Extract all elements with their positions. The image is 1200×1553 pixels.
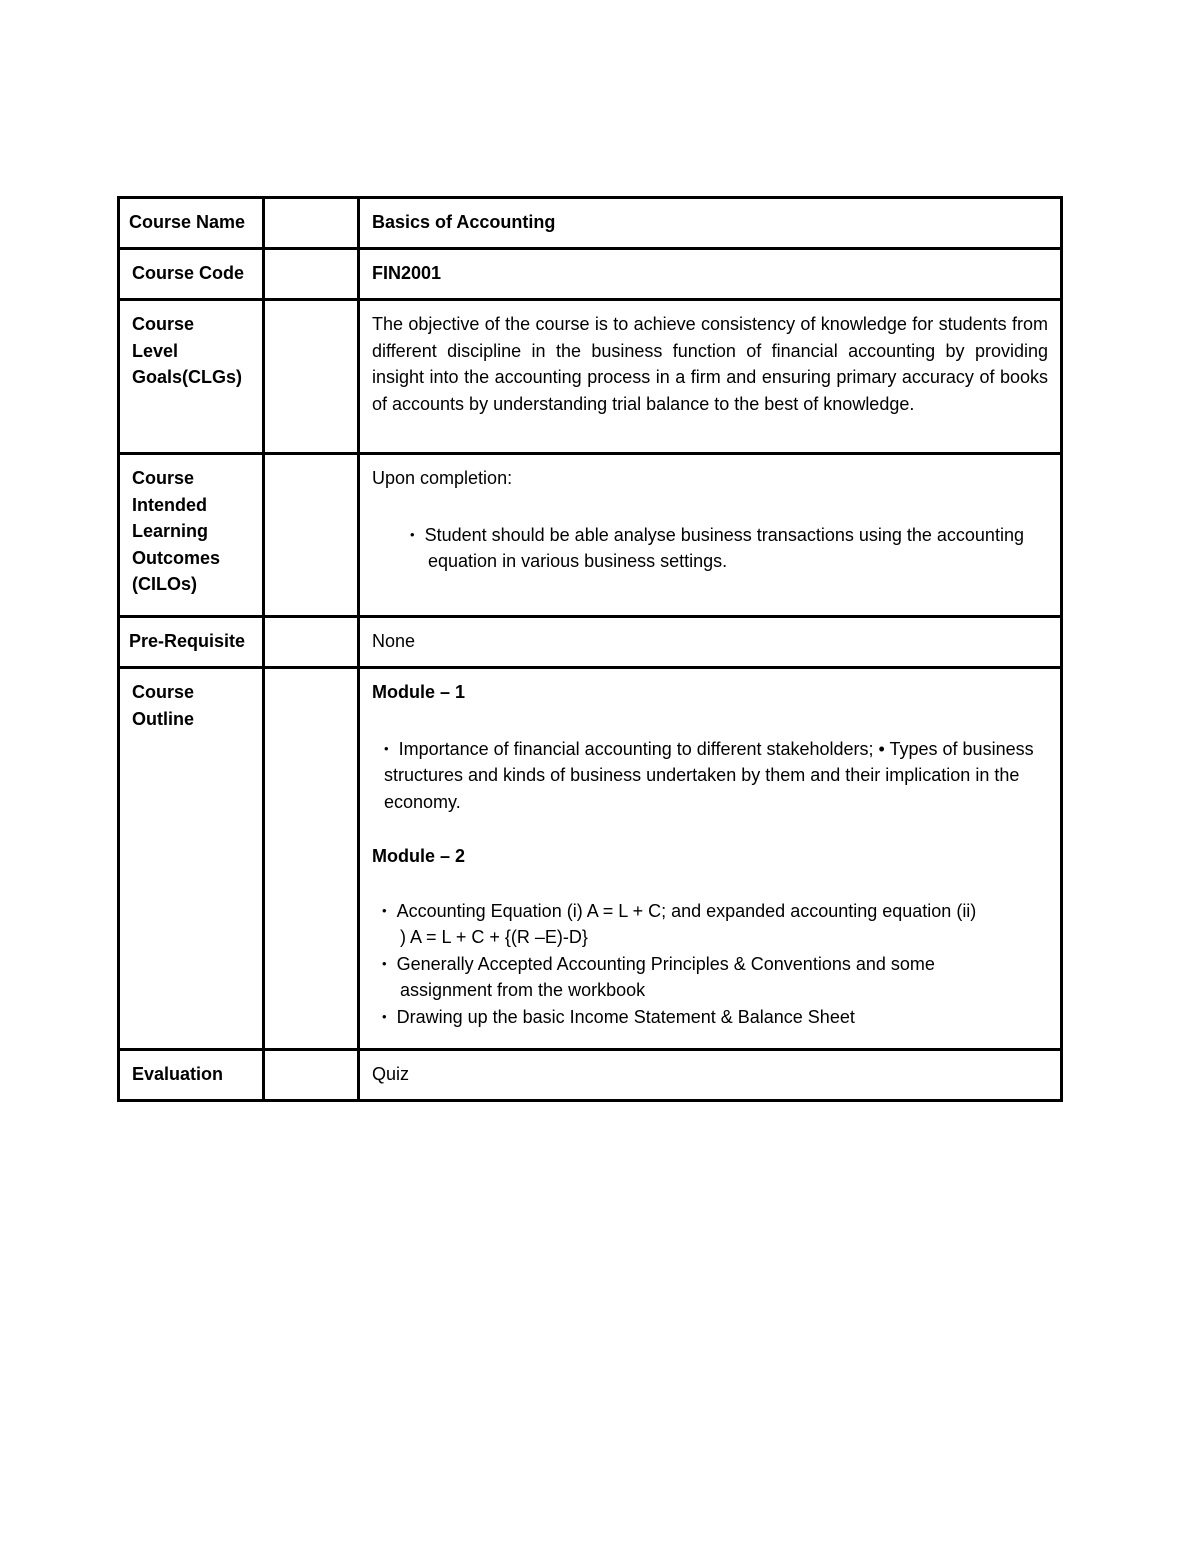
blank-cell bbox=[264, 300, 359, 454]
list-item bbox=[382, 951, 1048, 1004]
blank-cell bbox=[264, 198, 359, 249]
module-2-item-line1: Drawing up the basic Income Statement & Balance Sheet bbox=[396, 1006, 855, 1027]
list-item bbox=[382, 1004, 1048, 1031]
outline-value bbox=[359, 668, 1062, 1050]
table-row-prerequisite bbox=[119, 617, 1062, 668]
table-row-course-code bbox=[119, 249, 1062, 300]
course-details-table bbox=[117, 196, 1063, 1102]
outline-label-line: Outline bbox=[132, 708, 194, 729]
module-2-item-line2: assignment from the workbook bbox=[400, 980, 646, 1000]
cilo-list bbox=[372, 522, 1048, 575]
course-name-value: Basics of Accounting bbox=[359, 198, 1062, 249]
clg-label-line: Course bbox=[132, 314, 195, 334]
course-code-value: FIN2001 bbox=[359, 249, 1062, 300]
outline-label bbox=[119, 668, 264, 1050]
list-item bbox=[356, 522, 1048, 575]
module-1-paragraph bbox=[384, 736, 1048, 816]
blank-cell bbox=[264, 454, 359, 617]
evaluation-label: Evaluation bbox=[119, 1050, 264, 1101]
table-row-course-outline bbox=[119, 668, 1062, 1050]
blank-cell bbox=[264, 1050, 359, 1101]
clg-label-line: Goals(CLGs) bbox=[132, 367, 243, 387]
module-2-item-line1: Generally Accepted Accounting Principles & Conventions and some bbox=[396, 953, 935, 974]
module-2-title: Module – 2 bbox=[372, 846, 466, 866]
blank-cell bbox=[264, 249, 359, 300]
course-name-label: Course Name bbox=[119, 198, 264, 249]
cilo-label-line: Learning bbox=[132, 521, 209, 541]
prerequisite-label: Pre-Requisite bbox=[119, 617, 264, 668]
bullet-icon: • bbox=[384, 740, 389, 756]
clg-value: The objective of the course is to achieve consistency of knowledge for students from different discipline in the business function of financial accounting by providing insight into the accounting process in a firm and ensuring primary accuracy of books of accounts by understanding trial balance to the best of knowledge. bbox=[359, 300, 1062, 454]
cilo-label bbox=[119, 454, 264, 617]
bullet-icon: • bbox=[382, 1008, 387, 1024]
cilo-label-line: (CILOs) bbox=[132, 574, 197, 594]
module-2-item-line2: ) A = L + C + {(R –E)-D} bbox=[400, 927, 588, 947]
module-1-text: Importance of financial accounting to different stakeholders; • Types of business structures and kinds of business undertaken by them and their implication in the economy. bbox=[384, 738, 1034, 812]
list-item bbox=[382, 898, 1048, 951]
bullet-icon: • bbox=[382, 902, 387, 918]
cilo-item-text: Student should be able analyse business transactions using the accounting equation in various business settings. bbox=[424, 524, 1024, 571]
cilo-label-line: Intended bbox=[132, 494, 207, 515]
module-1-content bbox=[372, 736, 1048, 816]
cilo-label-line: Outcomes bbox=[132, 547, 221, 568]
cilo-value bbox=[359, 454, 1062, 617]
cilo-intro: Upon completion: bbox=[372, 468, 513, 488]
prerequisite-value: None bbox=[359, 617, 1062, 668]
table-row-clg bbox=[119, 300, 1062, 454]
clg-label-line: Level bbox=[132, 340, 179, 361]
table-row-cilo bbox=[119, 454, 1062, 617]
module-2-item-line1: Accounting Equation (i) A = L + C; and expanded accounting equation (ii) bbox=[396, 900, 977, 921]
blank-cell bbox=[264, 617, 359, 668]
course-details-sheet bbox=[117, 196, 1060, 1102]
course-code-label: Course Code bbox=[119, 249, 264, 300]
bullet-icon: • bbox=[382, 955, 387, 971]
clg-label bbox=[119, 300, 264, 454]
evaluation-value: Quiz bbox=[359, 1050, 1062, 1101]
table-row-course-name bbox=[119, 198, 1062, 249]
table-row-evaluation bbox=[119, 1050, 1062, 1101]
module-1-title: Module – 1 bbox=[372, 682, 466, 702]
module-2-list bbox=[372, 898, 1048, 1031]
outline-label-line: Course bbox=[132, 682, 195, 702]
cilo-label-line: Course bbox=[132, 468, 195, 488]
blank-cell bbox=[264, 668, 359, 1050]
bullet-icon: • bbox=[410, 526, 415, 542]
